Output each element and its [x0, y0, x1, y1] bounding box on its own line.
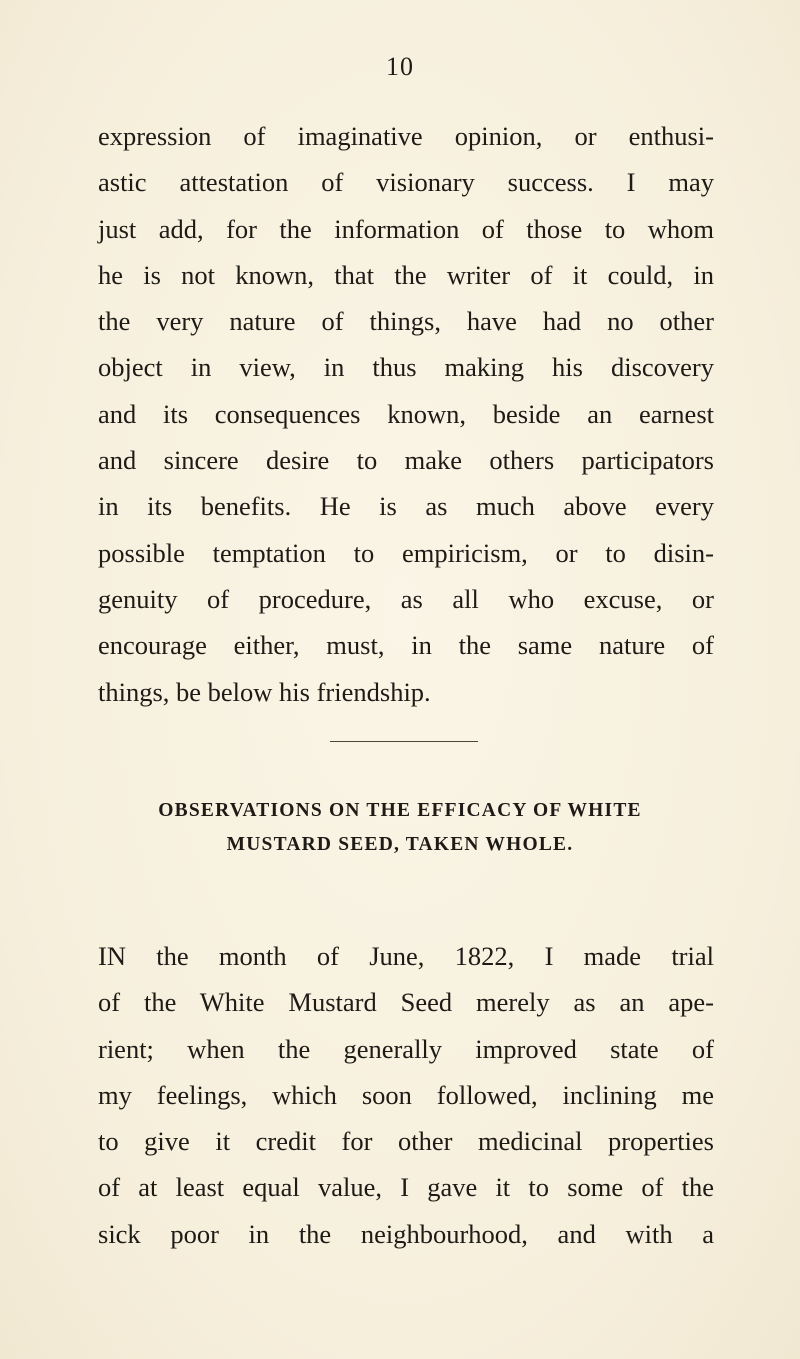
text-line: IN the month of June, 1822, I made trial [98, 941, 714, 971]
text-line: rient; when the generally improved state of [98, 1033, 714, 1064]
text-line: sick poor in the neighbourhood, and with a [98, 1218, 714, 1249]
paragraph-body [98, 933, 714, 1257]
text-line: and its consequences known, beside an earnest [98, 398, 714, 429]
section-heading-line-1: OBSERVATIONS ON THE EFFICACY OF WHITE [158, 800, 642, 821]
text-line: my feelings, which soon followed, inclining me [98, 1079, 714, 1110]
section-divider [330, 741, 478, 742]
text-line: things, be below his friendship. [98, 676, 431, 707]
text-line: possible temptation to empiricism, or to disin- [98, 537, 714, 568]
text-line: he is not known, that the writer of it could, in [98, 259, 714, 290]
text-line: and sincere desire to make others participators [98, 445, 714, 476]
text-line: of at least equal value, I gave it to some of the [98, 1172, 714, 1203]
text-line: object in view, in thus making his discovery [98, 352, 714, 383]
text-line: genuity of procedure, as all who excuse, or [98, 583, 714, 614]
section-heading-line-2: MUSTARD SEED, TAKEN WHOLE. [226, 834, 574, 855]
page-number: 10 [386, 52, 414, 81]
text-line: expression of imaginative opinion, or enthusi- [98, 121, 714, 151]
text-line: to give it credit for other medicinal properties [98, 1126, 714, 1157]
text-line: encourage either, must, in the same nature of [98, 630, 714, 661]
text-line: the very nature of things, have had no other [98, 306, 714, 337]
paragraph-continued [98, 113, 714, 715]
text-line: in its benefits. He is as much above every [98, 491, 714, 522]
text-line: just add, for the information of those to whom [98, 213, 714, 244]
text-line: astic attestation of visionary success. I may [98, 167, 714, 198]
text-line: of the White Mustard Seed merely as an ape- [98, 987, 714, 1018]
